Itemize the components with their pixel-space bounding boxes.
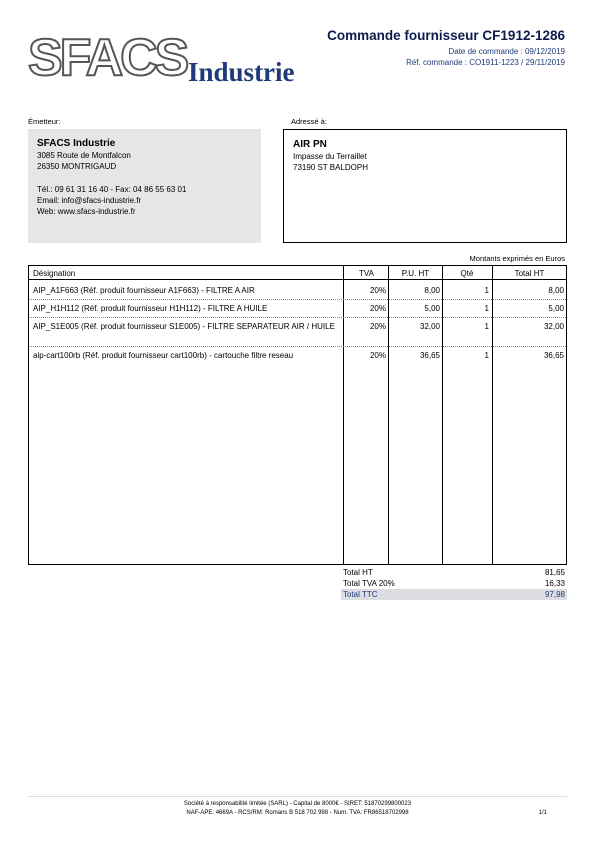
- document-title: Commande fournisseur CF1912-1286: [327, 28, 565, 43]
- footer-line1: Société à responsabilité limitée (SARL) - Capital de 8000€ - SIRET: 51870299800023: [183, 801, 412, 807]
- footer-divider: [28, 796, 567, 797]
- cell-total-ht: 5,00: [548, 304, 564, 313]
- total-tva-label: Total TVA 20%: [343, 579, 395, 588]
- total-ht-value: 81,65: [544, 568, 565, 577]
- header-quantity: Qté: [460, 269, 474, 278]
- cell-unit-price: 32,00: [419, 322, 440, 331]
- items-table: [28, 265, 567, 565]
- cell-unit-price: 5,00: [424, 304, 440, 313]
- cell-quantity: 1: [484, 304, 489, 313]
- emitter-box: [28, 129, 261, 243]
- cell-unit-price: 8,00: [424, 286, 440, 295]
- emitter-label: Émetteur:: [28, 117, 61, 126]
- table-row: [29, 319, 566, 347]
- table-row: [29, 348, 566, 365]
- cell-tva: 20%: [369, 322, 386, 331]
- total-ttc-row: [341, 589, 567, 600]
- cell-total-ht: 32,00: [543, 322, 564, 331]
- addressee-name: AIR PN: [293, 139, 327, 150]
- cell-tva: 20%: [369, 304, 386, 313]
- emitter-address-line1: 3085 Route de Montfalcon: [37, 151, 131, 160]
- emitter-address-line2: 26350 MONTRIGAUD: [37, 162, 117, 171]
- emitter-phone-fax: Tél.: 09 61 31 16 40 - Fax: 04 86 55 63 01: [37, 185, 187, 194]
- cell-designation: AIP_H1H112 (Réf. produit fournisseur H1H112) - FILTRE A HUILE: [33, 304, 268, 313]
- cell-quantity: 1: [484, 322, 489, 331]
- addressee-label: Adressé à:: [291, 117, 327, 126]
- total-tva-row: [341, 578, 567, 589]
- addressee-address-line2: 73190 ST BALDOPH: [293, 163, 369, 172]
- cell-tva: 20%: [369, 286, 386, 295]
- addressee-box: [283, 129, 567, 243]
- currency-note: Montants exprimés en Euros: [469, 254, 565, 263]
- cell-quantity: 1: [484, 351, 489, 360]
- header-tva: TVA: [359, 269, 374, 278]
- total-tva-value: 16,33: [544, 579, 565, 588]
- total-ttc-label: Total TTC: [343, 590, 378, 599]
- emitter-email: Email: info@sfacs-industrie.fr: [37, 196, 142, 205]
- total-ht-row: [341, 567, 567, 578]
- totals-block: [341, 567, 567, 600]
- addressee-address-line1: Impasse du Terraillet: [293, 152, 367, 161]
- footer-line2: NAF-APE: 4669A - RCS/RM: Romans B 518 702 998 - Num. TVA: FR86518702998: [186, 810, 409, 816]
- page-number: 1/1: [538, 810, 547, 816]
- cell-designation: AIP_S1E005 (Réf. produit fournisseur S1E005) - FILTRE SEPARATEUR AIR / HUILE: [33, 322, 335, 331]
- header-designation: Désignation: [33, 269, 76, 278]
- order-date: Date de commande : 09/12/2019: [448, 47, 565, 56]
- table-row: [29, 301, 566, 318]
- spacer: [37, 172, 252, 184]
- emitter-web: Web: www.sfacs-industrie.fr: [37, 207, 136, 216]
- table-header: [29, 266, 566, 280]
- total-ht-label: Total HT: [343, 568, 373, 577]
- emitter-name: SFACS Industrie: [37, 138, 116, 149]
- order-reference: Réf. commande : CO1911-1223 / 29/11/2019: [406, 58, 565, 67]
- document-header: [327, 28, 565, 68]
- header-unit-price: P.U. HT: [401, 269, 430, 278]
- company-logo: [28, 29, 318, 92]
- cell-quantity: 1: [484, 286, 489, 295]
- cell-tva: 20%: [369, 351, 386, 360]
- header-total-ht: Total HT: [514, 269, 545, 278]
- logo-subtitle: Industrie: [188, 57, 295, 87]
- cell-total-ht: 8,00: [548, 286, 564, 295]
- cell-designation: aip-cart100rb (Réf. produit fournisseur cart100rb) - cartouche filtre reseau: [33, 351, 294, 360]
- total-ttc-value: 97,98: [544, 590, 565, 599]
- cell-unit-price: 36,65: [419, 351, 440, 360]
- cell-designation: AIP_A1F663 (Réf. produit fournisseur A1F663) - FILTRE A AIR: [33, 286, 255, 295]
- logo-brand: SFACS: [28, 29, 187, 87]
- legal-footer: [0, 800, 595, 818]
- table-row: [29, 283, 566, 300]
- cell-total-ht: 36,65: [543, 351, 564, 360]
